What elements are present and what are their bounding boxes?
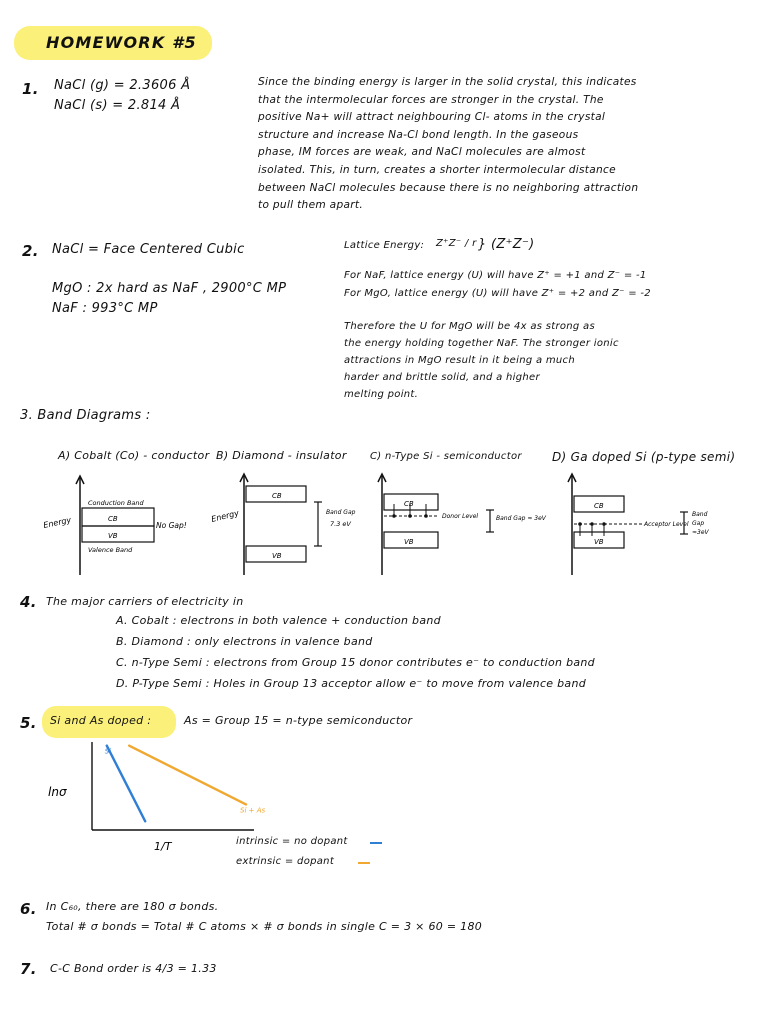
q2-right-line-2: For MgO, lattice energy (U) will have Z⁺ = +2 and Z⁻ = -2: [344, 288, 651, 299]
q2-conclusion-4: harder and brittle solid, and a higher: [344, 372, 540, 383]
q1-number: 1.: [22, 80, 39, 98]
q1-answer-line: structure and increase Na-Cl bond length. In the gaseous: [258, 128, 579, 141]
q4-intro: The major carriers of electricity in: [46, 595, 244, 608]
band-gap-label: Band Gap: [326, 509, 356, 516]
lattice-proportional: } (Z⁺Z⁻): [478, 237, 535, 252]
q2-number: 2.: [22, 242, 39, 260]
vb-label: VB: [108, 532, 118, 540]
q3b-title: B) Diamond - insulator: [216, 449, 347, 462]
q3c-title: C) n-Type Si - semiconductor: [370, 451, 522, 462]
lattice-formula: Z⁺Z⁻ / r: [436, 238, 477, 249]
q2-conclusion-2: the energy holding together NaF. The stronger ionic: [344, 338, 619, 349]
q1-answer-line: isolated. This, in turn, creates a shorter intermolecular distance: [258, 163, 616, 176]
band-diagram-c: [370, 470, 560, 580]
q2-line-1: NaCl = Face Centered Cubic: [52, 242, 245, 257]
q6-number: 6.: [20, 900, 37, 918]
band-diagram-d: [558, 470, 738, 580]
q6-line-1: In C₆₀, there are 180 σ bonds.: [46, 900, 219, 913]
q3d-title: D) Ga doped Si (p-type semi): [552, 450, 736, 464]
q3-heading: 3. Band Diagrams :: [20, 408, 151, 423]
q2-line-3: NaF : 993°C MP: [52, 301, 158, 316]
energy-axis-label: Energy: [42, 515, 72, 530]
q1-answer-line: to pull them apart.: [258, 199, 364, 212]
no-gap-label: No Gap!: [156, 521, 187, 530]
q4-item: A. Cobalt : electrons in both valence + conduction band: [116, 614, 441, 627]
band-gap-value: 7.3 eV: [330, 520, 351, 528]
band-diagram-b: [210, 470, 370, 580]
q4-item: C. n-Type Semi : electrons from Group 15 donor contributes e⁻ to conduction band: [116, 656, 595, 669]
band-gap-d-line: ≈3eV: [692, 529, 709, 536]
q1-line-2: NaCl (s) = 2.814 Å: [54, 98, 181, 113]
q4-item: B. Diamond : only electrons in valence band: [116, 635, 373, 648]
q1-answer: [258, 74, 678, 215]
energy-axis-label: Energy: [210, 508, 240, 524]
q1-answer-line: positive Na+ will attract neighbouring Cl- atoms in the crystal: [258, 111, 606, 124]
q1-answer-line: between NaCl molecules because there is no neighboring attraction: [258, 181, 639, 194]
q1-answer-line: Since the binding energy is larger in the solid crystal, this indicates: [258, 76, 637, 88]
q2-conclusion-5: melting point.: [344, 389, 419, 400]
q6-line-2: Total # σ bonds = Total # C atoms × # σ bonds in single C = 3 × 60 = 180: [46, 920, 483, 933]
vb-label: VB: [404, 538, 414, 546]
band-gap-d-line: Gap: [692, 520, 705, 527]
q3a-title: A) Cobalt (Co) - conductor: [58, 449, 210, 462]
donor-level-label: Donor Level: [442, 513, 479, 520]
cb-label: CB: [404, 500, 414, 508]
q2-right-line-1: For NaF, lattice energy (U) will have Z⁺ = +1 and Z⁻ = -1: [344, 270, 647, 281]
band-diagram-a: [40, 470, 190, 580]
vb-label: VB: [594, 538, 604, 546]
lattice-energy-label: Lattice Energy:: [344, 240, 425, 251]
series-line-1: [129, 746, 246, 805]
q7-line: C-C Bond order is 4/3 = 1.33: [50, 962, 217, 975]
x-axis-label: 1/T: [154, 840, 172, 853]
legend-extrinsic: extrinsic = dopant: [236, 856, 335, 867]
band-gap-c-label: Band Gap ≈ 3eV: [496, 515, 546, 522]
series-line-0: [104, 746, 145, 822]
cb-label: CB: [272, 492, 282, 500]
legend-extrinsic-swatch: [358, 862, 370, 864]
band-gap-d-line: Band: [692, 511, 708, 518]
series-label-0: Si: [104, 747, 112, 756]
legend-intrinsic-swatch: [370, 842, 382, 844]
valence-band-label: Valence Band: [88, 546, 133, 554]
q2-conclusion-3: attractions in MgO result in it being a much: [344, 355, 575, 366]
series-label-1: Si + As: [240, 806, 266, 815]
legend-intrinsic: intrinsic = no dopant: [236, 836, 348, 847]
q5-rest: As = Group 15 = n-type semiconductor: [184, 714, 413, 727]
q5-number: 5.: [20, 714, 37, 732]
q4-number: 4.: [20, 593, 37, 611]
q1-line-1: NaCl (g) = 2.3606 Å: [54, 78, 191, 93]
y-axis-label: lnσ: [48, 785, 67, 799]
q1-answer-line: that the intermolecular forces are stronger in the crystal. The: [258, 93, 604, 106]
q2-conclusion-1: Therefore the U for MgO will be 4x as strong as: [344, 321, 595, 332]
cb-label: CB: [594, 502, 604, 510]
vb-label: VB: [272, 552, 282, 560]
q4-item: D. P-Type Semi : Holes in Group 13 acceptor allow e⁻ to move from valence band: [116, 677, 587, 690]
q2-line-2: MgO : 2x hard as NaF , 2900°C MP: [52, 281, 287, 296]
page-title: HOMEWORK #5: [46, 33, 197, 52]
q7-number: 7.: [20, 960, 37, 978]
q5-highlight-text: Si and As doped :: [50, 714, 152, 727]
conduction-band-label: Conduction Band: [88, 499, 144, 507]
cb-label: CB: [108, 515, 118, 523]
acceptor-level-label: Acceptor Level: [644, 521, 689, 528]
q1-answer-line: phase, IM forces are weak, and NaCl molecules are almost: [258, 146, 586, 159]
